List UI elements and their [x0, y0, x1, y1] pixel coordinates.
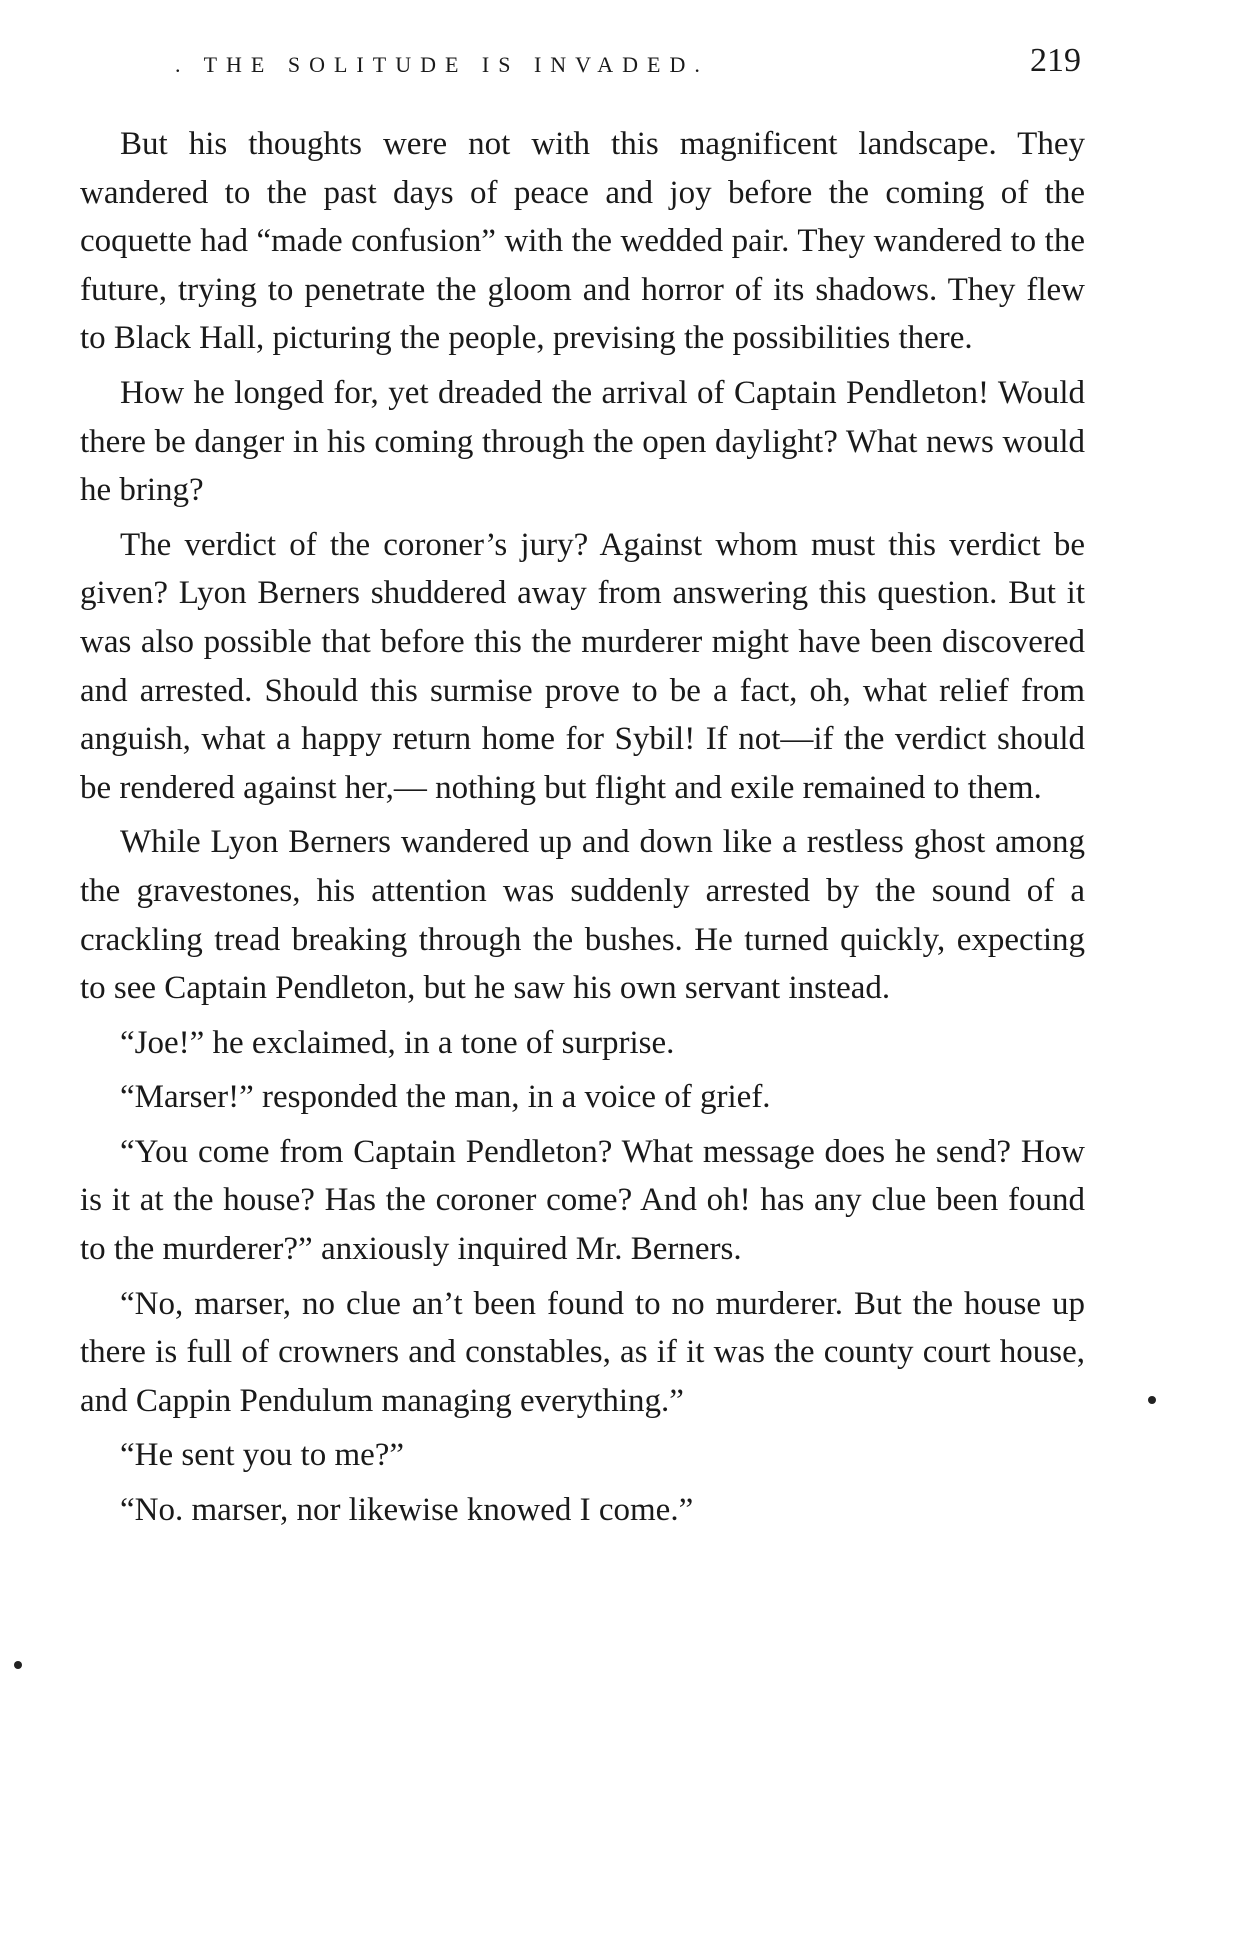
page-header	[175, 42, 1095, 92]
body-text	[80, 120, 1085, 1535]
paragraph: “He sent you to me?”	[120, 1437, 405, 1474]
running-head: . THE SOLITUDE IS INVADED.	[175, 52, 709, 77]
paragraph: “Joe!” he exclaimed, in a tone of surprise.	[120, 1024, 675, 1061]
ink-speck	[14, 1661, 22, 1669]
paragraph: How he longed for, yet dreaded the arrival of Captain Pendleton! Would there be danger in his coming through the open daylight? What news would he bring?	[80, 374, 1085, 509]
paragraph: But his thoughts were not with this magnificent landscape. They wandered to the past days of peace and joy before the coming of the coquette had “made confusion” with the wedded pair. They wandered to the future, trying to penetrate the gloom and horror of its shadows. They flew to Black Hall, picturing the people, prevising the possibilities there.	[80, 126, 1085, 357]
paragraph: “You come from Captain Pendleton? What message does he send? How is it at the house? Has the coroner come? And oh! has any clue been found to the murderer?” anxiously inquired Mr. Berners.	[80, 1133, 1085, 1268]
paragraph: “No, marser, no clue an’t been found to no murderer. But the house up there is full of crowners and constables, as if it was the county court house, and Cappin Pendulum managing everything.”	[80, 1285, 1085, 1419]
page-number: 219	[1030, 42, 1081, 79]
paragraph: “No. marser, nor likewise knowed I come.”	[120, 1492, 694, 1529]
paragraph: “Marser!” responded the man, in a voice of grief.	[120, 1079, 771, 1116]
paragraph: While Lyon Berners wandered up and down like a restless ghost among the gravestones, his attention was suddenly arrested by the sound of a crackling tread breaking through the bushes. He turned quickly, expecting to see Captain Pendleton, but he saw his own servant instead.	[80, 824, 1085, 1007]
ink-speck	[1148, 1396, 1156, 1404]
paragraph: The verdict of the coroner’s jury? Against whom must this verdict be given? Lyon Berners shuddered away from answering this question. But it was also possible that before this the murderer might have been discovered and arrested. Should this surmise prove to be a fact, oh, what relief from anguish, what a happy return home for Sybil! If not—if the verdict should be rendered against her,— nothing but flight and exile remained to them.	[80, 526, 1085, 806]
